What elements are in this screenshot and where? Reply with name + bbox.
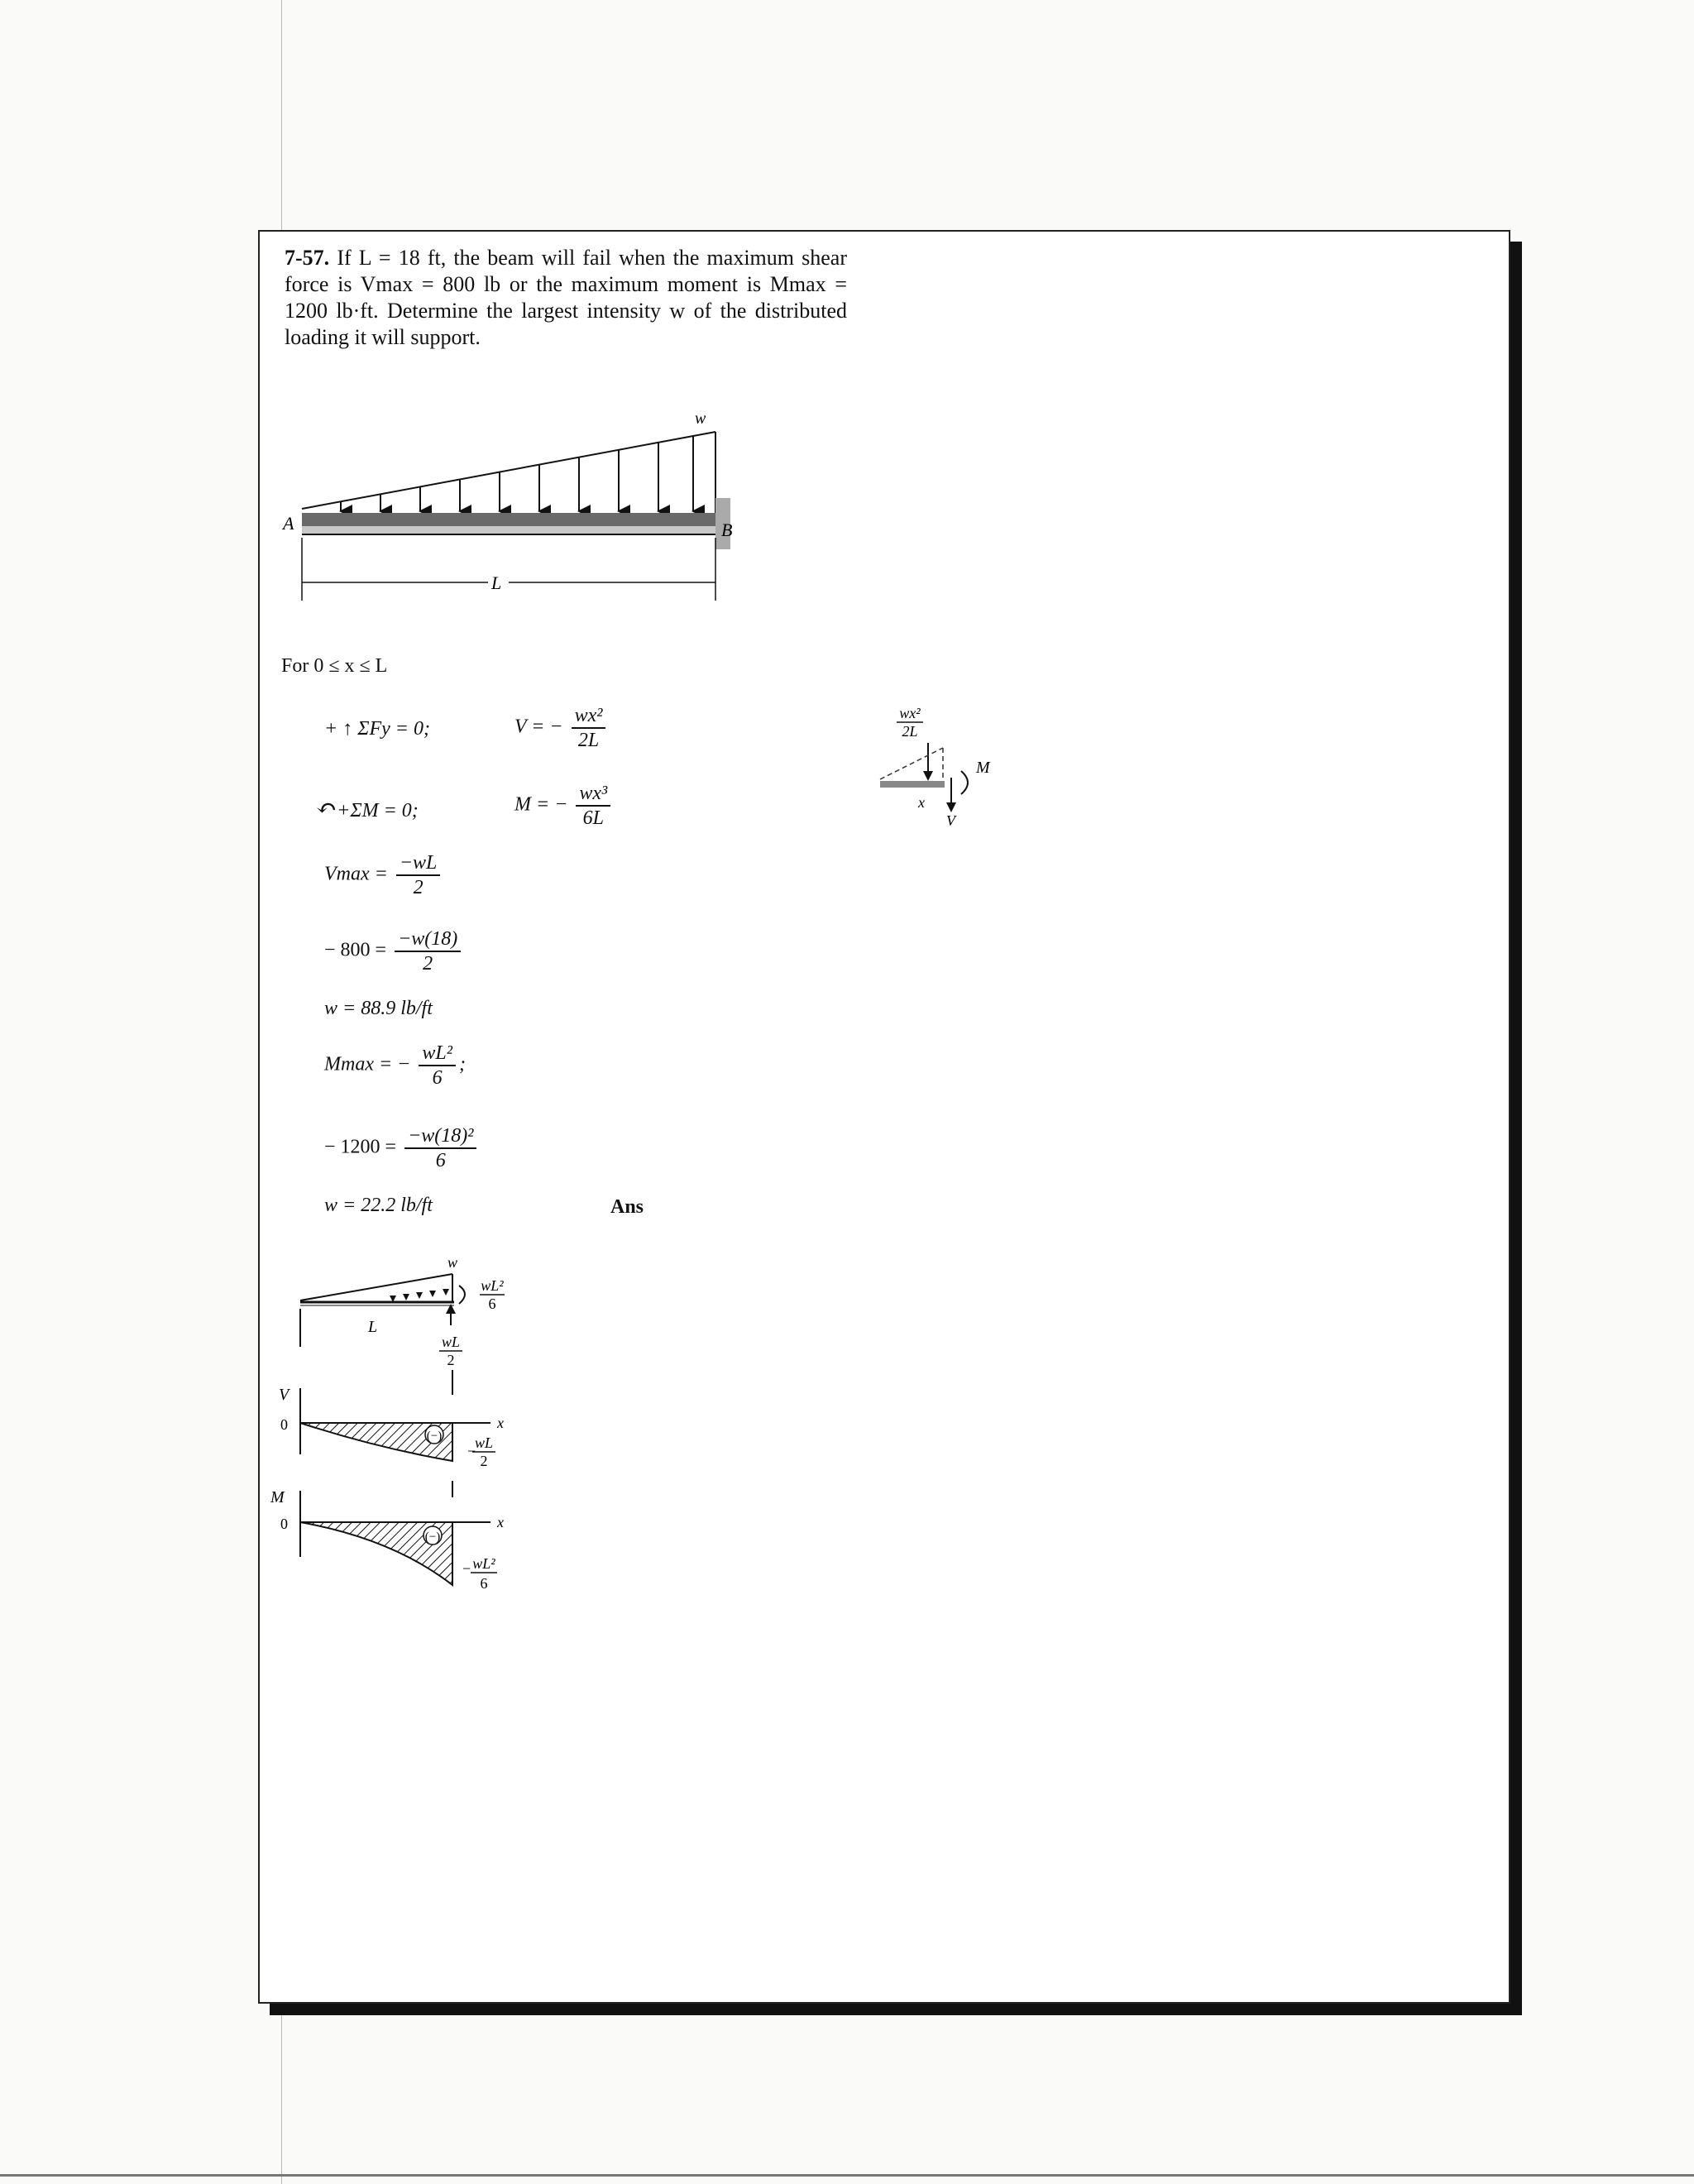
end-a-label: A: [283, 513, 294, 534]
shear-moment-diagrams: [269, 1249, 534, 1613]
beam-load-figure: [281, 405, 744, 612]
load-label: w: [695, 410, 706, 428]
moment-end-num: wL²: [472, 1555, 495, 1572]
mmax-formula: Mmax = − $\frac{\text{wL²}}{6}$ ;: [324, 1042, 466, 1089]
vmax-formula: Vmax = $\frac{-wL}{2}$: [324, 852, 443, 898]
moment-equation: M = − $\frac{\text{wx³}}{6L}$: [514, 783, 614, 829]
page-bottom-rule: [0, 2174, 1694, 2177]
diagram-load-arrows: [390, 1289, 449, 1302]
moment-substitution: − 1200 = $\frac{\text{−w(18)²}}{6}$: [324, 1125, 480, 1171]
sum-fy-equation: + ↑ ΣFy = 0;: [324, 718, 430, 740]
moment-negative-sign: (−): [424, 1530, 441, 1544]
shear-end-minus: −: [467, 1443, 476, 1459]
problem-text: If L = 18 ft, the beam will fail when the maximum shear force is Vmax = 800 lb or the maximum moment is Mmax = 1200 lb·ft. Determine the largest intensity w of the distributed loading it will support.: [285, 246, 847, 349]
v-x-axis-label: x: [497, 1415, 504, 1431]
load-envelope: [302, 432, 715, 509]
shear-negative-sign: (−): [426, 1430, 443, 1443]
moment-end-den: 6: [480, 1575, 488, 1592]
fbd-shear-arrow-icon: [946, 802, 956, 812]
problem-number: 7-57.: [285, 246, 330, 270]
shear-equation: V = − $\frac{\text{wx²}}{2L}$: [514, 705, 609, 751]
beam: [302, 513, 715, 526]
range-line: For 0 ≤ x ≤ L: [281, 655, 388, 677]
shear-end-den: 2: [480, 1453, 488, 1469]
length-label: L: [491, 572, 502, 593]
problem-statement: [285, 245, 847, 351]
v-zero-label: 0: [280, 1416, 288, 1433]
fbd-load-num: wx²: [899, 705, 921, 721]
reaction-force-den: 2: [447, 1352, 455, 1368]
reaction-force-num: wL: [441, 1334, 461, 1350]
counterclockwise-arrow-icon: ↶: [316, 795, 337, 822]
diagram-load-label: w: [447, 1254, 458, 1271]
reaction-moment-den: 6: [488, 1296, 496, 1312]
moment-end-minus: −: [462, 1560, 471, 1577]
fbd-beam-segment: [880, 781, 945, 788]
m-x-axis-label: x: [497, 1514, 504, 1530]
end-b-label: B: [721, 520, 733, 540]
reaction-moment-num: wL²: [481, 1277, 504, 1294]
shear-result: w = 88.9 lb/ft: [324, 998, 433, 1019]
shear-end-num: wL: [474, 1434, 494, 1451]
fbd-shear-label: V: [946, 812, 955, 829]
moment-result: w = 22.2 lb/ft: [324, 1195, 433, 1216]
fbd-moment-label: M: [976, 759, 990, 777]
fbd-resultant-arrow-icon: [923, 771, 933, 781]
reaction-moment-arrow-icon: [459, 1286, 465, 1304]
m-axis-label: M: [270, 1488, 285, 1506]
v-axis-label: V: [279, 1386, 290, 1404]
free-body-diagram: [869, 705, 1026, 829]
fbd-moment-arrow-icon: [961, 771, 968, 794]
sum-m-equation: ↶+ΣM = 0;: [316, 795, 419, 822]
shear-substitution: − 800 = $\frac{-w(18)}{2}$: [324, 928, 464, 975]
fbd-x-label: x: [918, 794, 925, 811]
answer-label: Ans: [610, 1196, 644, 1218]
m-zero-label: 0: [280, 1516, 288, 1532]
diagram-length-label: L: [368, 1318, 378, 1336]
fbd-load-den: 2L: [902, 723, 918, 740]
